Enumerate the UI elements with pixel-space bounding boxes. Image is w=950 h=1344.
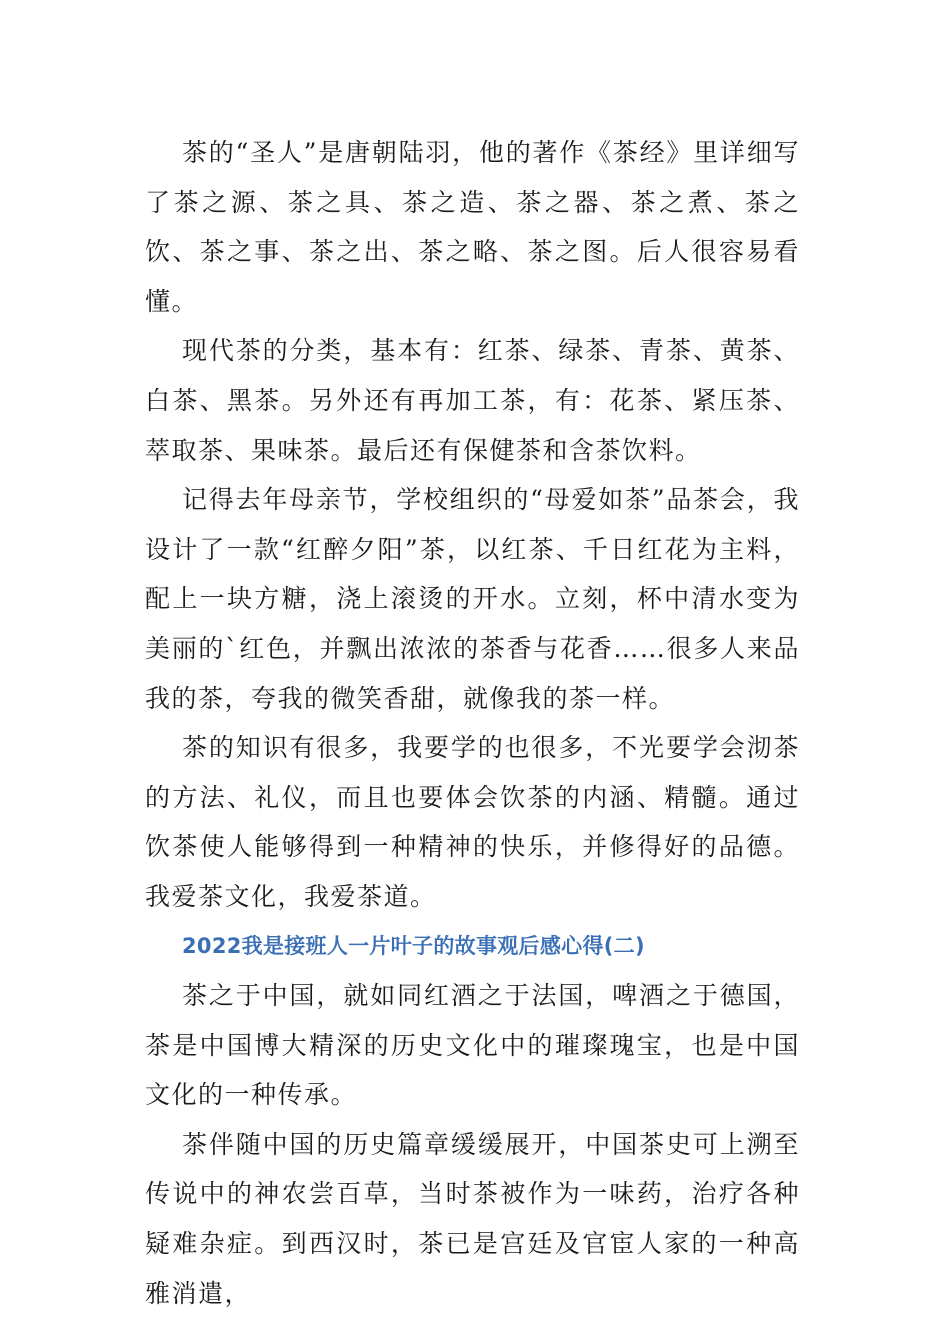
paragraph-tea-history: 茶伴随中国的历史篇章缓缓展开，中国茶史可上溯至传说中的神农尝百草，当时茶被作为一味药，治疗各种疑难杂症。到西汉时，茶已是宫廷及官宦人家的一种高雅消遣， — [145, 1129, 800, 1308]
paragraph-tea-categories: 现代茶的分类，基本有：红茶、绿茶、青茶、黄茶、白茶、黑茶。另外还有再加工茶，有：花茶、紧压茶、萃取茶、果味茶。最后还有保健茶和含茶饮料。 — [145, 336, 800, 465]
document-body — [145, 128, 800, 1318]
paragraph-mothers-day: 记得去年母亲节，学校组织的“母爱如茶”品茶会，我设计了一款“红醉夕阳”茶，以红茶、千日红花为主料，配上一块方糖，浇上滚烫的开水。立刻，杯中清水变为美丽的`红色，并飘出浓浓的茶香与花香……很多人来品我的茶，夸我的微笑香甜，就像我的茶一样。 — [145, 485, 800, 713]
paragraph-tea-china: 茶之于中国，就如同红酒之于法国，啤酒之于德国，茶是中国博大精深的历史文化中的璀璨瑰宝，也是中国文化的一种传承。 — [145, 981, 800, 1110]
section-heading: 2022我是接班人一片叶子的故事观后感心得(二) — [182, 933, 645, 958]
paragraph-tea-sage: 茶的“圣人”是唐朝陆羽，他的著作《茶经》里详细写了茶之源、茶之具、茶之造、茶之器、茶之煮、茶之饮、茶之事、茶之出、茶之略、茶之图。后人很容易看懂。 — [145, 138, 800, 316]
paragraph-tea-knowledge: 茶的知识有很多，我要学的也很多，不光要学会沏茶的方法、礼仪，而且也要体会饮茶的内涵、精髓。通过饮茶使人能够得到一种精神的快乐，并修得好的品德。我爱茶文化，我爱茶道。 — [145, 733, 800, 911]
